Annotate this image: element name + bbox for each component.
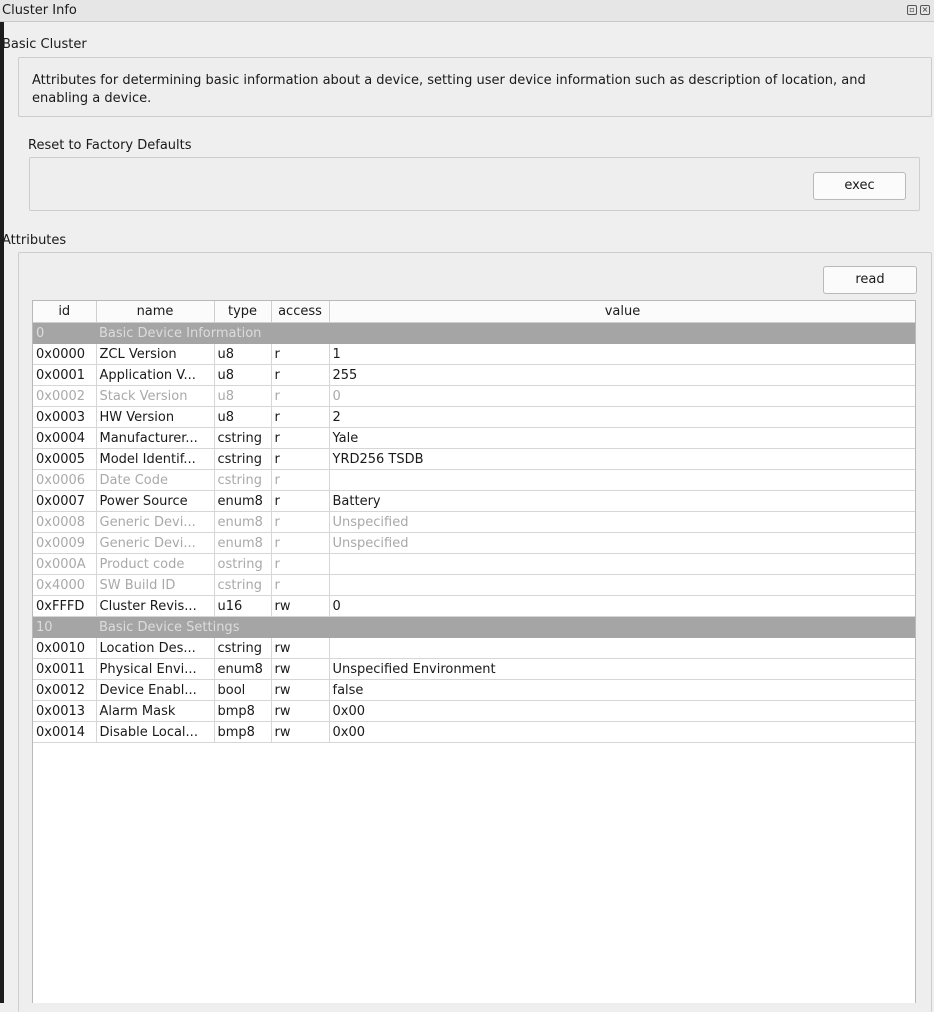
cell-id: 0x0008 [33, 512, 96, 533]
cell-value: Unspecified [329, 512, 916, 533]
cell-type: u8 [214, 386, 271, 407]
cell-id: 0x0014 [33, 722, 96, 743]
cell-id: 0x0000 [33, 344, 96, 365]
attributes-title: Attributes [2, 233, 67, 248]
cell-value: Battery [329, 491, 916, 512]
column-header-name[interactable]: name [96, 301, 214, 323]
column-header-type[interactable]: type [214, 301, 271, 323]
title-bar [0, 0, 934, 22]
cell-name: Device Enabl... [96, 680, 214, 701]
cell-id: 0x0002 [33, 386, 96, 407]
cell-name: Generic Devi... [96, 533, 214, 554]
column-header-access[interactable]: access [271, 301, 329, 323]
cell-name: Manufacturer... [96, 428, 214, 449]
attributes-table[interactable] [32, 300, 916, 1003]
cell-id: 0x000A [33, 554, 96, 575]
cell-access: r [271, 449, 329, 470]
cell-id: 0x4000 [33, 575, 96, 596]
cell-access: rw [271, 638, 329, 659]
cell-id: 0xFFFD [33, 596, 96, 617]
table-row[interactable] [33, 596, 916, 617]
cell-name: Product code [96, 554, 214, 575]
cell-name: Generic Devi... [96, 512, 214, 533]
group-name: Basic Device Settings [96, 617, 916, 638]
cell-access: r [271, 407, 329, 428]
window-edge [0, 22, 4, 1003]
table-row[interactable] [33, 554, 916, 575]
table-row[interactable] [33, 428, 916, 449]
cell-type: cstring [214, 449, 271, 470]
cell-value: 0x00 [329, 722, 916, 743]
cell-value: Unspecified [329, 533, 916, 554]
table-row[interactable] [33, 449, 916, 470]
cell-name: Application V... [96, 365, 214, 386]
cell-type: u8 [214, 344, 271, 365]
table-row[interactable] [33, 722, 916, 743]
cell-value: 0 [329, 386, 916, 407]
cell-id: 0x0004 [33, 428, 96, 449]
cell-access: r [271, 554, 329, 575]
cell-access: rw [271, 659, 329, 680]
cell-type: bool [214, 680, 271, 701]
group-row[interactable] [33, 617, 916, 638]
cell-name: SW Build ID [96, 575, 214, 596]
cell-value: Yale [329, 428, 916, 449]
cell-name: Disable Local... [96, 722, 214, 743]
cell-access: rw [271, 722, 329, 743]
float-icon[interactable]: ▫ [907, 5, 917, 15]
group-id: 0 [33, 323, 96, 344]
cell-name: Stack Version [96, 386, 214, 407]
table-row[interactable] [33, 470, 916, 491]
cell-value: 255 [329, 365, 916, 386]
cell-type: u8 [214, 365, 271, 386]
cell-id: 0x0003 [33, 407, 96, 428]
exec-button[interactable]: exec [813, 172, 906, 200]
cell-access: r [271, 386, 329, 407]
cell-type: enum8 [214, 512, 271, 533]
window-title: Cluster Info [2, 3, 77, 18]
table-row[interactable] [33, 512, 916, 533]
table-row[interactable] [33, 386, 916, 407]
cell-access: r [271, 470, 329, 491]
cell-access: r [271, 575, 329, 596]
cell-value [329, 638, 916, 659]
cell-id: 0x0012 [33, 680, 96, 701]
cell-value: 1 [329, 344, 916, 365]
table-row[interactable] [33, 575, 916, 596]
cell-access: r [271, 512, 329, 533]
cell-access: rw [271, 680, 329, 701]
table-row[interactable] [33, 344, 916, 365]
cell-value: false [329, 680, 916, 701]
reset-box [29, 157, 920, 211]
cell-type: cstring [214, 638, 271, 659]
cell-access: r [271, 344, 329, 365]
cell-name: ZCL Version [96, 344, 214, 365]
cell-type: cstring [214, 470, 271, 491]
cell-type: bmp8 [214, 701, 271, 722]
column-header-id[interactable]: id [33, 301, 96, 323]
table-row[interactable] [33, 701, 916, 722]
cell-access: rw [271, 596, 329, 617]
cell-value [329, 470, 916, 491]
cell-type: cstring [214, 428, 271, 449]
cluster-description: Attributes for determining basic information about a device, setting user device information such as description of location, and enabling a device. [32, 73, 866, 106]
cell-id: 0x0007 [33, 491, 96, 512]
group-name: Basic Device Information [96, 323, 916, 344]
cell-type: u16 [214, 596, 271, 617]
cluster-description-box [18, 57, 932, 117]
cell-id: 0x0013 [33, 701, 96, 722]
table-header [33, 301, 916, 323]
group-row[interactable] [33, 323, 916, 344]
cell-value: 0 [329, 596, 916, 617]
table-row[interactable] [33, 638, 916, 659]
close-icon[interactable]: × [921, 5, 929, 14]
table-row[interactable] [33, 680, 916, 701]
cell-access: r [271, 533, 329, 554]
cell-name: Model Identif... [96, 449, 214, 470]
cell-name: Physical Envi... [96, 659, 214, 680]
cell-value: Unspecified Environment [329, 659, 916, 680]
reset-section-title: Reset to Factory Defaults [28, 138, 192, 153]
table-row[interactable] [33, 365, 916, 386]
cell-name: Power Source [96, 491, 214, 512]
cluster-name: Basic Cluster [2, 37, 87, 52]
cell-id: 0x0009 [33, 533, 96, 554]
cell-id: 0x0005 [33, 449, 96, 470]
column-header-value[interactable]: value [329, 301, 916, 323]
cell-id: 0x0006 [33, 470, 96, 491]
cell-type: ostring [214, 554, 271, 575]
cell-access: r [271, 491, 329, 512]
cell-type: enum8 [214, 533, 271, 554]
cell-name: Cluster Revis... [96, 596, 214, 617]
cell-access: rw [271, 701, 329, 722]
cell-type: enum8 [214, 491, 271, 512]
table-row[interactable] [33, 407, 916, 428]
cell-id: 0x0001 [33, 365, 96, 386]
cell-id: 0x0011 [33, 659, 96, 680]
cell-value [329, 554, 916, 575]
cell-value: YRD256 TSDB [329, 449, 916, 470]
cell-name: Alarm Mask [96, 701, 214, 722]
cell-name: Date Code [96, 470, 214, 491]
cell-value: 2 [329, 407, 916, 428]
table-row[interactable] [33, 533, 916, 554]
read-button[interactable]: read [823, 266, 917, 294]
cell-access: r [271, 428, 329, 449]
cell-access: r [271, 365, 329, 386]
cell-type: bmp8 [214, 722, 271, 743]
group-id: 10 [33, 617, 96, 638]
cell-type: cstring [214, 575, 271, 596]
table-row[interactable] [33, 659, 916, 680]
cell-value [329, 575, 916, 596]
cell-type: enum8 [214, 659, 271, 680]
cell-name: Location Des... [96, 638, 214, 659]
cell-type: u8 [214, 407, 271, 428]
table-row[interactable] [33, 491, 916, 512]
cell-id: 0x0010 [33, 638, 96, 659]
cell-value: 0x00 [329, 701, 916, 722]
cell-name: HW Version [96, 407, 214, 428]
